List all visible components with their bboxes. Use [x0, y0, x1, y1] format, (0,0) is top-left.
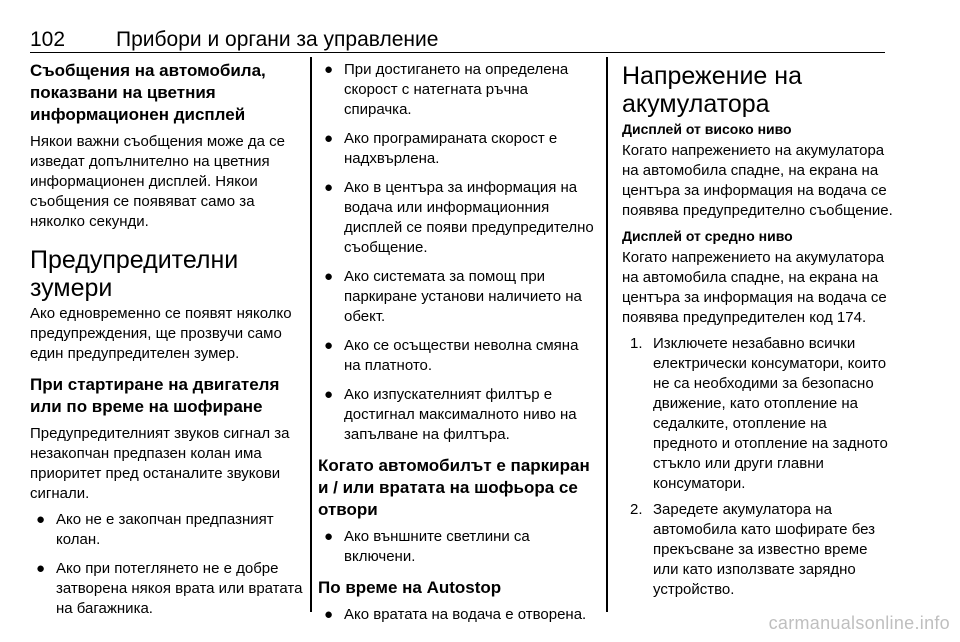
section-heading: Съобщения на автомобила, показвани на цветния информационен дисплей — [30, 61, 266, 124]
list-item-text: При достигането на определена скорост с натегната ръчна спирачка. — [344, 61, 569, 118]
column-1 — [30, 60, 304, 628]
list-item — [318, 129, 598, 169]
paragraph: Ако едновременно се появят няколко предупреждения, ще прозвучи само един предупредителен зумер. — [30, 305, 292, 362]
page-number: 102 — [30, 28, 66, 51]
bullet-icon: ● — [324, 179, 334, 196]
section-heading: Когато автомобилът е паркиран и / или вратата на шофьора се отвори — [318, 456, 590, 519]
bullet-icon: ● — [324, 606, 334, 623]
list-item — [318, 60, 598, 120]
list-item — [30, 510, 304, 550]
bullet-icon: ● — [324, 61, 334, 78]
list-item — [318, 178, 598, 258]
section-heading: При стартиране на двигателя или по време на шофиране — [30, 375, 280, 416]
column-divider — [310, 57, 312, 612]
watermark: carmanualsonline.info — [768, 613, 950, 633]
list-item — [318, 336, 598, 376]
bullet-icon: ● — [324, 528, 334, 545]
bullet-icon: ● — [324, 268, 334, 285]
numbered-step — [622, 334, 894, 494]
section-heading: По време на Autostop — [318, 578, 502, 597]
bullet-icon: ● — [324, 386, 334, 403]
list-item-text: Ако изпускателният филтър е достигнал максималното ниво на запълване на филтъра. — [344, 386, 577, 443]
column-divider — [606, 57, 608, 612]
section-title: Напрежение на акумулатора — [622, 62, 802, 118]
list-item-text: Ако в центъра за информация на водача или информационния дисплей се появи предупредително съобщение. — [344, 179, 594, 256]
bullet-icon: ● — [36, 511, 46, 528]
list-item-text: Ако не е закопчан предпазният колан. — [56, 511, 274, 548]
list-item-text: Ако се осъществи неволна смяна на платното. — [344, 337, 579, 374]
bullet-icon: ● — [324, 337, 334, 354]
list-item-text: Ако вратата на водача е отворена. — [344, 606, 587, 623]
section-title: Предупредителни зумери — [30, 246, 239, 302]
list-item-text: Ако външните светлини са включени. — [344, 528, 530, 565]
list-item-text: Ако програмираната скорост е надхвърлена. — [344, 130, 558, 167]
page-title: Прибори и органи за управление — [116, 28, 439, 51]
list-item-text: Ако при потеглянето не е добре затворена някоя врата или вратата на багажника. — [56, 560, 303, 617]
step-number: 1. — [630, 335, 643, 352]
step-number: 2. — [630, 501, 643, 518]
list-item — [318, 527, 598, 567]
paragraph: Когато напрежението на акумулатора на автомобила спадне, на екрана на центъра за информация на водача се появява предупредително съобщение. — [622, 142, 893, 219]
list-item — [318, 605, 598, 625]
step-text: Изключете незабавно всички електрически консуматори, които не са необходими за безопасно движение, като отопление на седалките, отопление на предното и отопление на задното стъкло или други главни консуматори. — [653, 335, 888, 492]
page-header — [30, 28, 885, 53]
paragraph: Някои важни съобщения може да се изведат допълнително на цветния информационен дисплей. Някои съобщения се появяват само за няколко секунди. — [30, 133, 285, 230]
list-item-text: Ако системата за помощ при паркиране установи наличието на обект. — [344, 268, 582, 325]
column-2 — [318, 60, 598, 634]
subsection-heading: Дисплей от средно ниво — [622, 228, 793, 244]
numbered-step — [622, 500, 894, 600]
paragraph: Когато напрежението на акумулатора на автомобила спадне, на екрана на центъра за информация на водача се появява предупредителен код 174. — [622, 249, 887, 326]
subsection-heading: Дисплей от високо ниво — [622, 121, 792, 137]
step-text: Заредете акумулатора на автомобила като шофирате без прекъсване за известно време или като използвате зарядно устройство. — [653, 501, 876, 598]
list-item — [30, 559, 304, 619]
list-item — [318, 385, 598, 445]
column-3 — [622, 60, 894, 606]
list-item — [318, 267, 598, 327]
bullet-icon: ● — [324, 130, 334, 147]
bullet-icon: ● — [36, 560, 46, 577]
paragraph: Предупредителният звуков сигнал за незакопчан предпазен колан има приоритет пред останалите звукови сигнали. — [30, 425, 290, 502]
